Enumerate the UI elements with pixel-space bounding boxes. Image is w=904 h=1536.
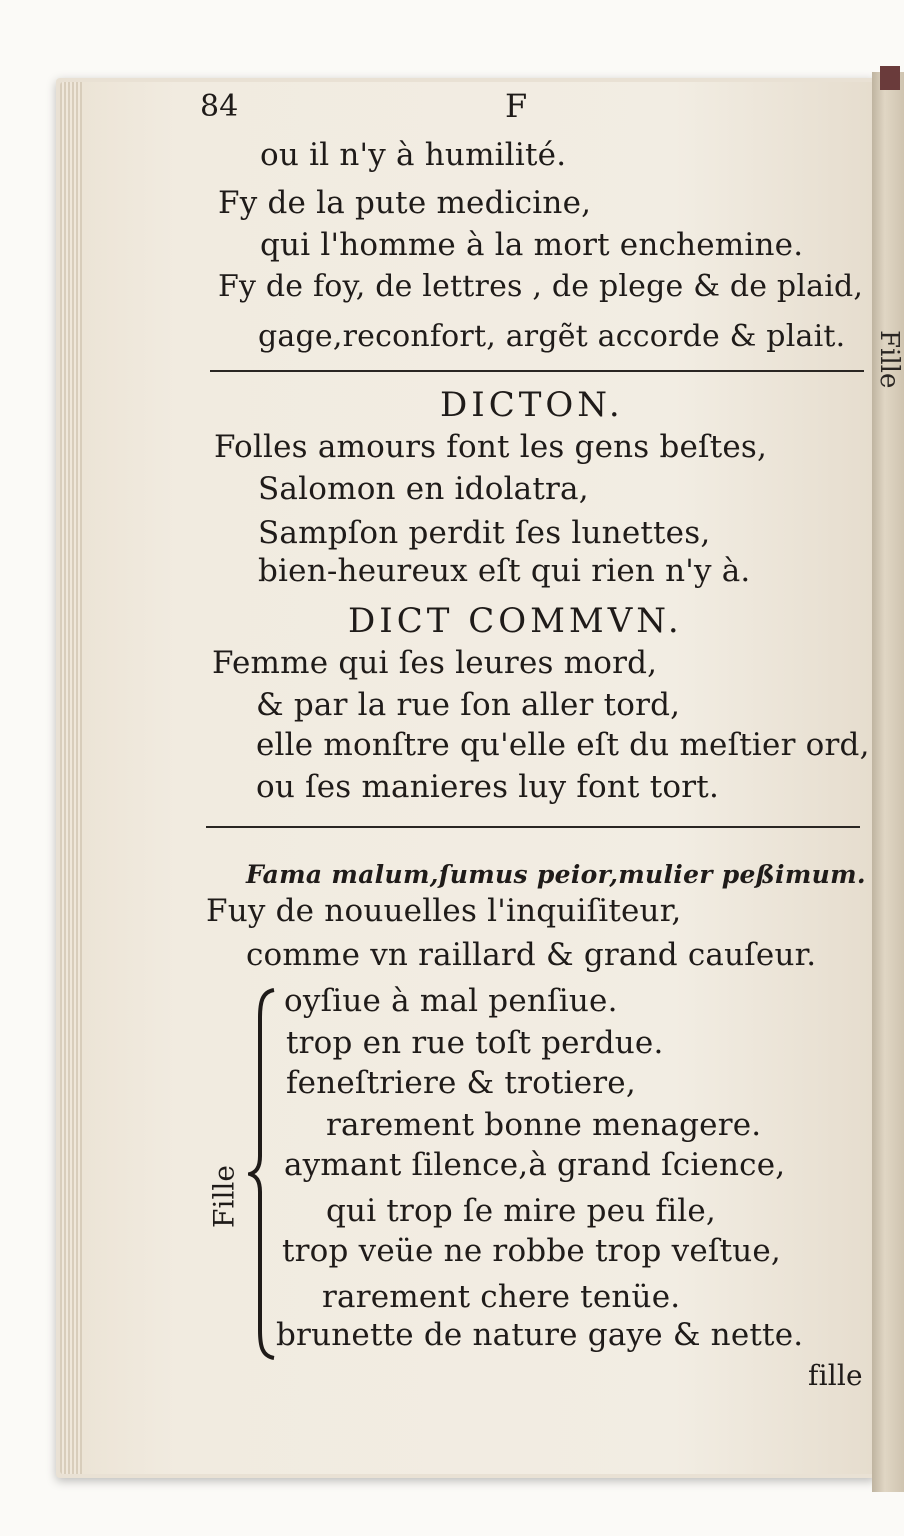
page-edges [60, 82, 84, 1474]
section-divider [210, 370, 864, 372]
verse-line: Fy de la pute medicine, [218, 185, 592, 221]
verse-line: bien-heureux eſt qui rien n'y à. [258, 553, 751, 589]
verse-line: Folles amours font les gens beſtes, [214, 429, 768, 465]
verse-line: trop veüe ne robbe trop veſtue, [282, 1233, 781, 1269]
page-number: 84 [200, 89, 239, 124]
verse-line: feneſtriere & trotiere, [286, 1065, 636, 1101]
verse-line: qui trop ſe mire peu file, [326, 1193, 716, 1229]
verse-line: & par la rue ſon aller tord, [256, 687, 681, 723]
next-leaf-edge [872, 72, 904, 1492]
verse-line: comme vn raillard & grand cauſeur. [246, 937, 817, 973]
verse-line: qui l'homme à la mort enchemine. [260, 227, 804, 263]
verse-line: Fy de foy, de lettres , de plege & de plaid, [218, 269, 864, 304]
curly-brace [248, 988, 278, 1360]
ribbon-marker [880, 66, 900, 90]
latin-motto: Fama malum,ſumus peior,mulier peßimum. [246, 860, 866, 889]
verse-line: brunette de nature gaye & nette. [276, 1317, 804, 1353]
verse-line: trop en rue toſt perdue. [286, 1025, 664, 1061]
section-heading-dict-commun: DICT COMMVN. [348, 601, 683, 641]
verse-line: rarement chere tenüe. [322, 1279, 681, 1315]
next-page-running-word: Fille [874, 330, 904, 389]
verse-line: Salomon en idolatra, [258, 471, 589, 507]
verse-line: oyſiue à mal penſiue. [284, 983, 618, 1019]
verse-line: gage,reconfort, argẽt accorde & plait. [258, 319, 846, 354]
signature-mark: F [505, 87, 528, 125]
verse-line: ou il n'y à humilité. [260, 137, 567, 173]
section-divider [206, 826, 860, 828]
verse-line: elle monſtre qu'elle eſt du meſtier ord, [256, 727, 870, 763]
verse-line: aymant ſilence,à grand ſcience, [284, 1147, 786, 1183]
verse-line: Sampſon perdit ſes lunettes, [258, 515, 711, 551]
verse-line: Femme qui ſes leures mord, [212, 645, 658, 681]
verse-line: rarement bonne menagere. [326, 1107, 762, 1143]
fille-side-label: Fille [207, 1165, 241, 1228]
section-heading-dicton: DICTON. [440, 385, 624, 425]
verse-line: Fuy de nouuelles l'inquiſiteur, [206, 893, 682, 929]
verse-line: ou ſes manieres luy font tort. [256, 769, 720, 805]
catchword: fille [808, 1359, 863, 1392]
